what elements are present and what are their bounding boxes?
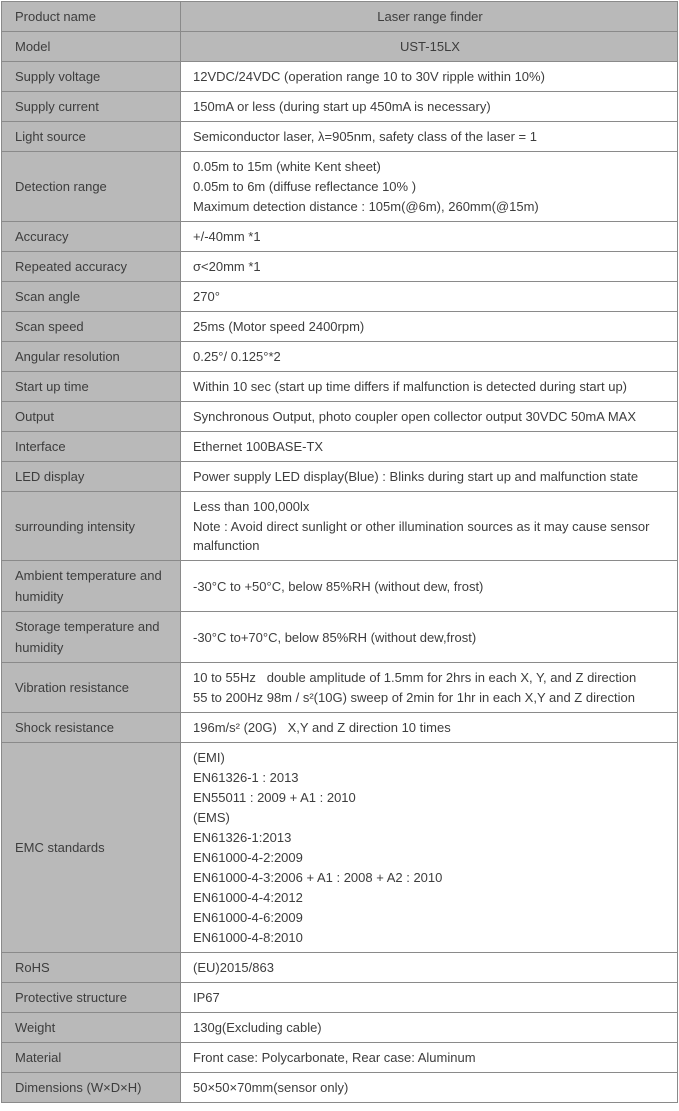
spec-row <box>2 492 678 561</box>
spec-value-cell <box>181 32 678 62</box>
spec-value-line: 0.05m to 6m (diffuse reflectance 10% ) <box>193 179 417 194</box>
spec-value-line: -30°C to +50°C, below 85%RH (without dew, frost) <box>193 578 484 594</box>
spec-row <box>2 122 678 152</box>
spec-value-line: σ<20mm *1 <box>193 259 261 274</box>
spec-value-line: EN61000-4-4:2012 <box>193 890 303 905</box>
spec-label-cell: Accuracy <box>2 222 181 252</box>
spec-value-cell <box>181 152 678 222</box>
spec-value-cell <box>181 282 678 312</box>
spec-value-line: Note : Avoid direct sunlight or other illumination sources as it may cause sensor malfunction <box>193 519 654 553</box>
spec-value-line: 150mA or less (during start up 450mA is necessary) <box>193 99 491 114</box>
spec-value-line: EN55011 : 2009 + A1 : 2010 <box>193 790 356 805</box>
spec-row <box>2 342 678 372</box>
spec-row <box>2 561 678 612</box>
spec-value-line: Less than 100,000lx <box>193 499 310 514</box>
spec-value-line: 196m/s² (20G) X,Y and Z direction 10 times <box>193 720 451 735</box>
spec-value-line: EN61000-4-8:2010 <box>193 930 303 945</box>
spec-label-cell: Repeated accuracy <box>2 252 181 282</box>
spec-value-cell <box>181 743 678 953</box>
spec-value-cell <box>181 561 678 612</box>
spec-value-line: UST-15LX <box>400 39 460 54</box>
spec-value-line: 270° <box>193 289 220 304</box>
spec-value-line: 12VDC/24VDC (operation range 10 to 30V ripple within 10%) <box>193 69 545 84</box>
spec-value-line: 50×50×70mm(sensor only) <box>193 1080 349 1095</box>
spec-row <box>2 152 678 222</box>
spec-label-cell: surrounding intensity <box>2 492 181 561</box>
spec-label-cell: Output <box>2 402 181 432</box>
spec-label-cell: Light source <box>2 122 181 152</box>
spec-label-cell: Storage temperature and humidity <box>2 612 181 663</box>
spec-row <box>2 1043 678 1073</box>
spec-label-cell: Ambient temperature and humidity <box>2 561 181 612</box>
spec-label-cell: Start up time <box>2 372 181 402</box>
spec-value-cell <box>181 342 678 372</box>
spec-label-cell: Angular resolution <box>2 342 181 372</box>
spec-value-cell <box>181 1073 678 1103</box>
spec-value-line: 55 to 200Hz 98m / s²(10G) sweep of 2min for 1hr in each X,Y and Z direction <box>193 690 635 705</box>
spec-value-line: Ethernet 100BASE-TX <box>193 439 324 454</box>
spec-label-cell: Supply current <box>2 92 181 122</box>
spec-row <box>2 32 678 62</box>
spec-value-line: Semiconductor laser, λ=905nm, safety class of the laser = 1 <box>193 129 537 144</box>
spec-row <box>2 462 678 492</box>
spec-row <box>2 402 678 432</box>
spec-value-line: 130g(Excluding cable) <box>193 1020 322 1035</box>
spec-row <box>2 1073 678 1103</box>
spec-row <box>2 252 678 282</box>
spec-value-line: EN61000-4-3:2006 + A1 : 2008 + A2 : 2010 <box>193 870 443 885</box>
spec-row <box>2 663 678 713</box>
spec-row <box>2 432 678 462</box>
spec-row <box>2 713 678 743</box>
spec-label-cell: Product name <box>2 2 181 32</box>
spec-label-cell: LED display <box>2 462 181 492</box>
spec-value-line: 0.05m to 15m (white Kent sheet) <box>193 159 381 174</box>
spec-label-cell: Weight <box>2 1013 181 1043</box>
spec-value-line: Synchronous Output, photo coupler open collector output 30VDC 50mA MAX <box>193 409 636 424</box>
spec-row <box>2 62 678 92</box>
spec-row <box>2 312 678 342</box>
spec-value-cell <box>181 252 678 282</box>
spec-row <box>2 612 678 663</box>
spec-value-line: Maximum detection distance : 105m(@6m), 260mm(@15m) <box>193 199 539 214</box>
spec-value-cell <box>181 122 678 152</box>
spec-row <box>2 222 678 252</box>
spec-value-line: (EMS) <box>193 810 230 825</box>
spec-value-cell <box>181 222 678 252</box>
spec-label-cell: Dimensions (W×D×H) <box>2 1073 181 1103</box>
spec-row <box>2 1013 678 1043</box>
spec-label-cell: Supply voltage <box>2 62 181 92</box>
spec-row <box>2 372 678 402</box>
spec-value-line: Laser range finder <box>377 9 483 24</box>
spec-value-line: -30°C to+70°C, below 85%RH (without dew,frost) <box>193 629 477 645</box>
spec-label-cell: Scan angle <box>2 282 181 312</box>
spec-row <box>2 92 678 122</box>
spec-value-cell <box>181 663 678 713</box>
spec-label-cell: Interface <box>2 432 181 462</box>
spec-row <box>2 983 678 1013</box>
spec-value-line: (EMI) <box>193 750 225 765</box>
spec-label-cell: RoHS <box>2 953 181 983</box>
spec-label-cell: Vibration resistance <box>2 663 181 713</box>
spec-label-cell: Scan speed <box>2 312 181 342</box>
spec-value-line: Power supply LED display(Blue) : Blinks during start up and malfunction state <box>193 469 639 484</box>
spec-label-cell: Protective structure <box>2 983 181 1013</box>
spec-value-cell <box>181 953 678 983</box>
spec-value-cell <box>181 713 678 743</box>
spec-value-line: EN61000-4-6:2009 <box>193 910 303 925</box>
spec-value-cell <box>181 62 678 92</box>
spec-value-cell <box>181 2 678 32</box>
spec-value-cell <box>181 1043 678 1073</box>
spec-value-cell <box>181 612 678 663</box>
spec-value-cell <box>181 1013 678 1043</box>
spec-value-line: IP67 <box>193 990 220 1005</box>
spec-value-line: 25ms (Motor speed 2400rpm) <box>193 319 365 334</box>
spec-value-cell <box>181 983 678 1013</box>
spec-value-line: EN61326-1:2013 <box>193 830 292 845</box>
spec-value-cell <box>181 462 678 492</box>
spec-table <box>1 1 678 1103</box>
spec-row <box>2 743 678 953</box>
spec-label-cell: Material <box>2 1043 181 1073</box>
spec-row <box>2 953 678 983</box>
spec-value-cell <box>181 92 678 122</box>
spec-value-line: (EU)2015/863 <box>193 960 274 975</box>
spec-label-cell: Detection range <box>2 152 181 222</box>
spec-value-line: Within 10 sec (start up time differs if malfunction is detected during start up) <box>193 379 628 394</box>
spec-table-body <box>2 2 678 1103</box>
spec-value-line: EN61000-4-2:2009 <box>193 850 303 865</box>
spec-value-line: 0.25°/ 0.125°*2 <box>193 349 281 364</box>
spec-label-cell: Model <box>2 32 181 62</box>
spec-value-cell <box>181 312 678 342</box>
spec-value-cell <box>181 402 678 432</box>
spec-row <box>2 282 678 312</box>
spec-value-cell <box>181 432 678 462</box>
spec-value-line: EN61326-1 : 2013 <box>193 770 299 785</box>
spec-label-cell: EMC standards <box>2 743 181 953</box>
spec-value-line: +/-40mm *1 <box>193 229 261 244</box>
spec-value-line: 10 to 55Hz double amplitude of 1.5mm for 2hrs in each X, Y, and Z direction <box>193 670 637 685</box>
spec-row <box>2 2 678 32</box>
spec-value-line: Front case: Polycarbonate, Rear case: Aluminum <box>193 1050 476 1065</box>
spec-value-cell <box>181 372 678 402</box>
spec-value-cell <box>181 492 678 561</box>
spec-label-cell: Shock resistance <box>2 713 181 743</box>
